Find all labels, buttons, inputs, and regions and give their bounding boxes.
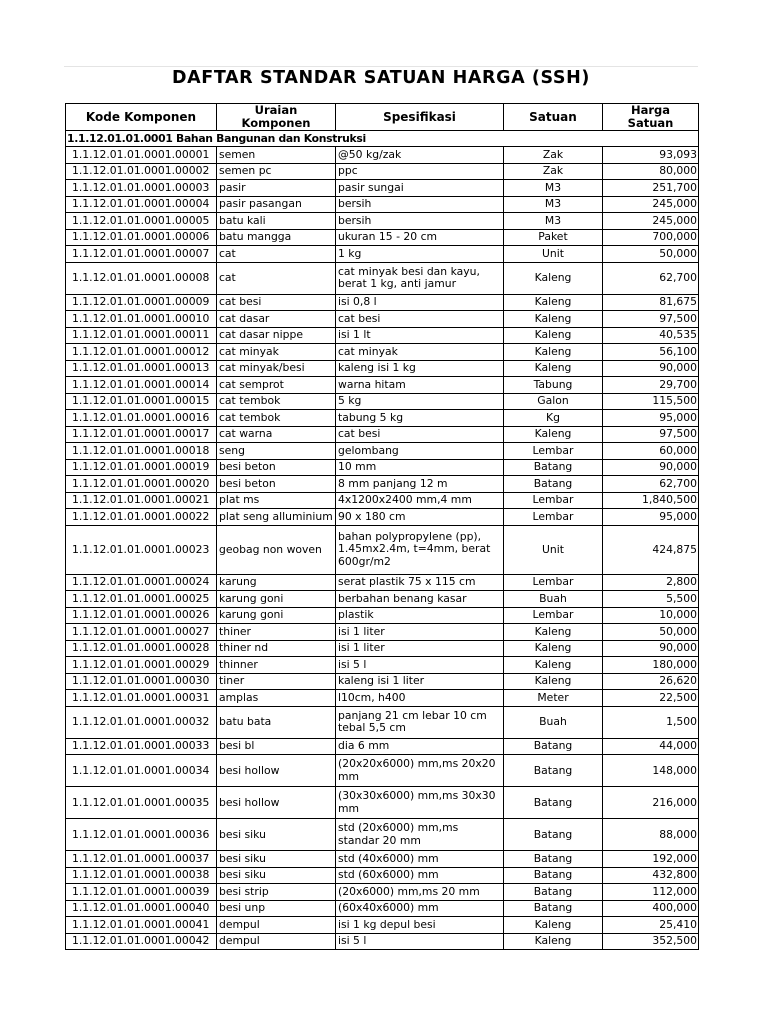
spesifikasi-cell: bersih <box>336 196 504 213</box>
harga-cell: 90,000 <box>603 459 699 476</box>
satuan-cell: Batang <box>504 867 603 884</box>
spesifikasi-cell: dia 6 mm <box>336 738 504 755</box>
kode-cell: 1.1.12.01.01.0001.00010 <box>66 311 217 328</box>
satuan-cell: Unit <box>504 246 603 263</box>
harga-cell: 180,000 <box>603 657 699 674</box>
kode-cell: 1.1.12.01.01.0001.00019 <box>66 459 217 476</box>
satuan-cell: Lembar <box>504 492 603 509</box>
kode-cell: 1.1.12.01.01.0001.00011 <box>66 327 217 344</box>
kode-cell: 1.1.12.01.01.0001.00038 <box>66 867 217 884</box>
harga-cell: 5,500 <box>603 591 699 608</box>
table-row <box>66 933 699 950</box>
uraian-cell: cat besi <box>217 294 336 311</box>
uraian-cell: besi hollow <box>217 787 336 819</box>
table-row <box>66 246 699 263</box>
harga-cell: 192,000 <box>603 851 699 868</box>
uraian-cell: cat <box>217 262 336 294</box>
spesifikasi-cell: 1 kg <box>336 246 504 263</box>
spesifikasi-cell: kaleng isi 1 liter <box>336 673 504 690</box>
satuan-cell: Kaleng <box>504 673 603 690</box>
harga-cell: 1,840,500 <box>603 492 699 509</box>
satuan-cell: Kaleng <box>504 624 603 641</box>
satuan-cell: Batang <box>504 738 603 755</box>
uraian-cell: besi beton <box>217 476 336 493</box>
satuan-cell: Batang <box>504 851 603 868</box>
spesifikasi-cell: ppc <box>336 163 504 180</box>
kode-cell: 1.1.12.01.01.0001.00002 <box>66 163 217 180</box>
section-row <box>66 131 699 147</box>
satuan-cell: Kaleng <box>504 640 603 657</box>
satuan-cell: Zak <box>504 147 603 164</box>
harga-cell: 90,000 <box>603 360 699 377</box>
harga-cell: 700,000 <box>603 229 699 246</box>
harga-cell: 40,535 <box>603 327 699 344</box>
kode-cell: 1.1.12.01.01.0001.00014 <box>66 377 217 394</box>
harga-cell: 2,800 <box>603 574 699 591</box>
table-row <box>66 738 699 755</box>
satuan-cell: Batang <box>504 900 603 917</box>
kode-cell: 1.1.12.01.01.0001.00041 <box>66 917 217 934</box>
harga-cell: 62,700 <box>603 476 699 493</box>
kode-cell: 1.1.12.01.01.0001.00024 <box>66 574 217 591</box>
section-label: 1.1.12.01.01.0001 Bahan Bangunan dan Konstruksi <box>66 131 699 147</box>
table-row <box>66 624 699 641</box>
table-row <box>66 327 699 344</box>
uraian-cell: semen pc <box>217 163 336 180</box>
spesifikasi-cell: 5 kg <box>336 393 504 410</box>
spesifikasi-cell: isi 5 l <box>336 657 504 674</box>
uraian-cell: pasir <box>217 180 336 197</box>
table-row <box>66 443 699 460</box>
harga-cell: 80,000 <box>603 163 699 180</box>
spesifikasi-cell: warna hitam <box>336 377 504 394</box>
kode-cell: 1.1.12.01.01.0001.00012 <box>66 344 217 361</box>
kode-cell: 1.1.12.01.01.0001.00028 <box>66 640 217 657</box>
kode-cell: 1.1.12.01.01.0001.00016 <box>66 410 217 427</box>
spesifikasi-cell: 8 mm panjang 12 m <box>336 476 504 493</box>
kode-cell: 1.1.12.01.01.0001.00036 <box>66 819 217 851</box>
table-row <box>66 574 699 591</box>
spesifikasi-cell: pasir sungai <box>336 180 504 197</box>
satuan-cell: Batang <box>504 755 603 787</box>
spesifikasi-cell: @50 kg/zak <box>336 147 504 164</box>
kode-cell: 1.1.12.01.01.0001.00020 <box>66 476 217 493</box>
spesifikasi-cell: plastik <box>336 607 504 624</box>
uraian-cell: cat minyak <box>217 344 336 361</box>
kode-cell: 1.1.12.01.01.0001.00005 <box>66 213 217 230</box>
harga-cell: 112,000 <box>603 884 699 901</box>
table-row <box>66 900 699 917</box>
uraian-cell: karung goni <box>217 591 336 608</box>
harga-cell: 424,875 <box>603 525 699 574</box>
table-row <box>66 607 699 624</box>
satuan-cell: Kaleng <box>504 262 603 294</box>
uraian-cell: seng <box>217 443 336 460</box>
harga-cell: 95,000 <box>603 509 699 526</box>
table-row <box>66 787 699 819</box>
table-row <box>66 525 699 574</box>
harga-cell: 10,000 <box>603 607 699 624</box>
satuan-cell: Unit <box>504 525 603 574</box>
uraian-cell: besi bl <box>217 738 336 755</box>
uraian-cell: thinner <box>217 657 336 674</box>
satuan-cell: Kaleng <box>504 294 603 311</box>
harga-cell: 352,500 <box>603 933 699 950</box>
spesifikasi-cell: gelombang <box>336 443 504 460</box>
spesifikasi-cell: 90 x 180 cm <box>336 509 504 526</box>
table-row <box>66 393 699 410</box>
table-row <box>66 706 699 738</box>
kode-cell: 1.1.12.01.01.0001.00031 <box>66 690 217 707</box>
spesifikasi-cell: (20x20x6000) mm,ms 20x20 mm <box>336 755 504 787</box>
uraian-cell: besi unp <box>217 900 336 917</box>
table-row <box>66 196 699 213</box>
kode-cell: 1.1.12.01.01.0001.00013 <box>66 360 217 377</box>
kode-cell: 1.1.12.01.01.0001.00033 <box>66 738 217 755</box>
kode-cell: 1.1.12.01.01.0001.00032 <box>66 706 217 738</box>
harga-cell: 29,700 <box>603 377 699 394</box>
kode-cell: 1.1.12.01.01.0001.00007 <box>66 246 217 263</box>
uraian-cell: karung goni <box>217 607 336 624</box>
spesifikasi-cell: (30x30x6000) mm,ms 30x30 mm <box>336 787 504 819</box>
uraian-cell: besi siku <box>217 867 336 884</box>
spesifikasi-cell: bersih <box>336 213 504 230</box>
uraian-cell: besi hollow <box>217 755 336 787</box>
satuan-cell: Lembar <box>504 443 603 460</box>
kode-cell: 1.1.12.01.01.0001.00018 <box>66 443 217 460</box>
header-harga <box>603 104 699 131</box>
satuan-cell: Kaleng <box>504 426 603 443</box>
satuan-cell: Meter <box>504 690 603 707</box>
satuan-cell: Batang <box>504 476 603 493</box>
table-row <box>66 229 699 246</box>
uraian-cell: thiner <box>217 624 336 641</box>
spesifikasi-cell: (60x40x6000) mm <box>336 900 504 917</box>
satuan-cell: Batang <box>504 819 603 851</box>
uraian-cell: plat seng alluminium <box>217 509 336 526</box>
header-uraian <box>217 104 336 131</box>
uraian-cell: cat tembok <box>217 410 336 427</box>
uraian-cell: dempul <box>217 933 336 950</box>
uraian-cell: pasir pasangan <box>217 196 336 213</box>
satuan-cell: Paket <box>504 229 603 246</box>
harga-cell: 25,410 <box>603 917 699 934</box>
harga-cell: 432,800 <box>603 867 699 884</box>
spesifikasi-cell: isi 1 liter <box>336 640 504 657</box>
table-row <box>66 459 699 476</box>
harga-cell: 251,700 <box>603 180 699 197</box>
harga-cell: 26,620 <box>603 673 699 690</box>
spesifikasi-cell: cat besi <box>336 426 504 443</box>
kode-cell: 1.1.12.01.01.0001.00030 <box>66 673 217 690</box>
harga-cell: 245,000 <box>603 213 699 230</box>
table-row <box>66 410 699 427</box>
harga-cell: 22,500 <box>603 690 699 707</box>
uraian-cell: besi siku <box>217 851 336 868</box>
spesifikasi-cell: isi 5 l <box>336 933 504 950</box>
harga-cell: 400,000 <box>603 900 699 917</box>
satuan-cell: Batang <box>504 787 603 819</box>
spesifikasi-cell: ukuran 15 - 20 cm <box>336 229 504 246</box>
harga-cell: 88,000 <box>603 819 699 851</box>
kode-cell: 1.1.12.01.01.0001.00035 <box>66 787 217 819</box>
header-uraian-line1: Uraian <box>254 103 298 117</box>
table-row <box>66 476 699 493</box>
uraian-cell: amplas <box>217 690 336 707</box>
harga-cell: 216,000 <box>603 787 699 819</box>
harga-cell: 97,500 <box>603 426 699 443</box>
satuan-cell: Lembar <box>504 607 603 624</box>
table-row <box>66 294 699 311</box>
spesifikasi-cell: 4x1200x2400 mm,4 mm <box>336 492 504 509</box>
kode-cell: 1.1.12.01.01.0001.00037 <box>66 851 217 868</box>
table-row <box>66 509 699 526</box>
table-row <box>66 377 699 394</box>
harga-cell: 93,093 <box>603 147 699 164</box>
uraian-cell: besi strip <box>217 884 336 901</box>
kode-cell: 1.1.12.01.01.0001.00029 <box>66 657 217 674</box>
uraian-cell: cat <box>217 246 336 263</box>
harga-cell: 97,500 <box>603 311 699 328</box>
table-row <box>66 344 699 361</box>
table-row <box>66 657 699 674</box>
table-row <box>66 640 699 657</box>
table-row <box>66 917 699 934</box>
uraian-cell: dempul <box>217 917 336 934</box>
kode-cell: 1.1.12.01.01.0001.00023 <box>66 525 217 574</box>
page-title: DAFTAR STANDAR SATUAN HARGA (SSH) <box>172 68 590 88</box>
kode-cell: 1.1.12.01.01.0001.00009 <box>66 294 217 311</box>
spesifikasi-cell: (20x6000) mm,ms 20 mm <box>336 884 504 901</box>
satuan-cell: Buah <box>504 706 603 738</box>
table-row <box>66 755 699 787</box>
table-row <box>66 884 699 901</box>
kode-cell: 1.1.12.01.01.0001.00008 <box>66 262 217 294</box>
satuan-cell: Kaleng <box>504 933 603 950</box>
satuan-cell: Zak <box>504 163 603 180</box>
kode-cell: 1.1.12.01.01.0001.00003 <box>66 180 217 197</box>
harga-cell: 56,100 <box>603 344 699 361</box>
uraian-cell: batu bata <box>217 706 336 738</box>
kode-cell: 1.1.12.01.01.0001.00040 <box>66 900 217 917</box>
satuan-cell: Kaleng <box>504 917 603 934</box>
kode-cell: 1.1.12.01.01.0001.00015 <box>66 393 217 410</box>
kode-cell: 1.1.12.01.01.0001.00022 <box>66 509 217 526</box>
harga-cell: 95,000 <box>603 410 699 427</box>
satuan-cell: Kaleng <box>504 311 603 328</box>
uraian-cell: batu kali <box>217 213 336 230</box>
uraian-cell: semen <box>217 147 336 164</box>
spesifikasi-cell: serat plastik 75 x 115 cm <box>336 574 504 591</box>
uraian-cell: cat warna <box>217 426 336 443</box>
harga-cell: 90,000 <box>603 640 699 657</box>
uraian-cell: cat dasar <box>217 311 336 328</box>
kode-cell: 1.1.12.01.01.0001.00004 <box>66 196 217 213</box>
spesifikasi-cell: std (20x6000) mm,ms standar 20 mm <box>336 819 504 851</box>
table-row <box>66 426 699 443</box>
harga-cell: 81,675 <box>603 294 699 311</box>
header-row <box>66 104 699 131</box>
satuan-cell: Kaleng <box>504 344 603 361</box>
satuan-cell: Galon <box>504 393 603 410</box>
harga-cell: 1,500 <box>603 706 699 738</box>
harga-cell: 115,500 <box>603 393 699 410</box>
harga-cell: 60,000 <box>603 443 699 460</box>
satuan-cell: Kaleng <box>504 657 603 674</box>
kode-cell: 1.1.12.01.01.0001.00001 <box>66 147 217 164</box>
satuan-cell: Kg <box>504 410 603 427</box>
uraian-cell: plat ms <box>217 492 336 509</box>
harga-cell: 50,000 <box>603 246 699 263</box>
spesifikasi-cell: l10cm, h400 <box>336 690 504 707</box>
spesifikasi-cell: isi 1 liter <box>336 624 504 641</box>
spesifikasi-cell: isi 1 kg depul besi <box>336 917 504 934</box>
satuan-cell: M3 <box>504 213 603 230</box>
table-row <box>66 673 699 690</box>
satuan-cell: Lembar <box>504 574 603 591</box>
kode-cell: 1.1.12.01.01.0001.00039 <box>66 884 217 901</box>
table-row <box>66 163 699 180</box>
kode-cell: 1.1.12.01.01.0001.00026 <box>66 607 217 624</box>
table-row <box>66 867 699 884</box>
header-uraian-line2: Komponen <box>241 116 311 130</box>
spesifikasi-cell: std (60x6000) mm <box>336 867 504 884</box>
uraian-cell: besi beton <box>217 459 336 476</box>
satuan-cell: Kaleng <box>504 327 603 344</box>
header-kode: Kode Komponen <box>66 104 217 131</box>
kode-cell: 1.1.12.01.01.0001.00027 <box>66 624 217 641</box>
header-harga-line2: Satuan <box>627 116 674 130</box>
uraian-cell: cat dasar nippe <box>217 327 336 344</box>
spesifikasi-cell: bahan polypropylene (pp), 1.45mx2.4m, t=4mm, berat 600gr/m2 <box>336 525 504 574</box>
kode-cell: 1.1.12.01.01.0001.00017 <box>66 426 217 443</box>
ssh-table <box>65 103 699 950</box>
uraian-cell: besi siku <box>217 819 336 851</box>
harga-cell: 148,000 <box>603 755 699 787</box>
satuan-cell: M3 <box>504 196 603 213</box>
kode-cell: 1.1.12.01.01.0001.00006 <box>66 229 217 246</box>
harga-cell: 50,000 <box>603 624 699 641</box>
harga-cell: 44,000 <box>603 738 699 755</box>
spesifikasi-cell: kaleng isi 1 kg <box>336 360 504 377</box>
satuan-cell: Batang <box>504 459 603 476</box>
kode-cell: 1.1.12.01.01.0001.00034 <box>66 755 217 787</box>
uraian-cell: thiner nd <box>217 640 336 657</box>
table-row <box>66 591 699 608</box>
spesifikasi-cell: isi 1 lt <box>336 327 504 344</box>
table-row <box>66 311 699 328</box>
spesifikasi-cell: cat besi <box>336 311 504 328</box>
table-row <box>66 851 699 868</box>
uraian-cell: geobag non woven <box>217 525 336 574</box>
uraian-cell: batu mangga <box>217 229 336 246</box>
table-row <box>66 213 699 230</box>
satuan-cell: Lembar <box>504 509 603 526</box>
harga-cell: 245,000 <box>603 196 699 213</box>
table-row <box>66 492 699 509</box>
spesifikasi-cell: isi 0,8 l <box>336 294 504 311</box>
spesifikasi-cell: berbahan benang kasar <box>336 591 504 608</box>
satuan-cell: Kaleng <box>504 360 603 377</box>
satuan-cell: Batang <box>504 884 603 901</box>
spesifikasi-cell: tabung 5 kg <box>336 410 504 427</box>
spesifikasi-cell: 10 mm <box>336 459 504 476</box>
kode-cell: 1.1.12.01.01.0001.00042 <box>66 933 217 950</box>
harga-cell: 62,700 <box>603 262 699 294</box>
kode-cell: 1.1.12.01.01.0001.00021 <box>66 492 217 509</box>
uraian-cell: cat semprot <box>217 377 336 394</box>
spesifikasi-cell: cat minyak besi dan kayu, berat 1 kg, anti jamur <box>336 262 504 294</box>
satuan-cell: Buah <box>504 591 603 608</box>
table-row <box>66 819 699 851</box>
table-row <box>66 262 699 294</box>
uraian-cell: tiner <box>217 673 336 690</box>
table-row <box>66 360 699 377</box>
table-row <box>66 147 699 164</box>
uraian-cell: cat tembok <box>217 393 336 410</box>
spesifikasi-cell: std (40x6000) mm <box>336 851 504 868</box>
kode-cell: 1.1.12.01.01.0001.00025 <box>66 591 217 608</box>
satuan-cell: Tabung <box>504 377 603 394</box>
table-row <box>66 690 699 707</box>
table-row <box>66 180 699 197</box>
spesifikasi-cell: panjang 21 cm lebar 10 cm tebal 5,5 cm <box>336 706 504 738</box>
uraian-cell: karung <box>217 574 336 591</box>
spesifikasi-cell: cat minyak <box>336 344 504 361</box>
header-satuan: Satuan <box>504 104 603 131</box>
header-spesifikasi: Spesifikasi <box>336 104 504 131</box>
header-harga-line1: Harga <box>630 103 671 117</box>
satuan-cell: M3 <box>504 180 603 197</box>
uraian-cell: cat minyak/besi <box>217 360 336 377</box>
